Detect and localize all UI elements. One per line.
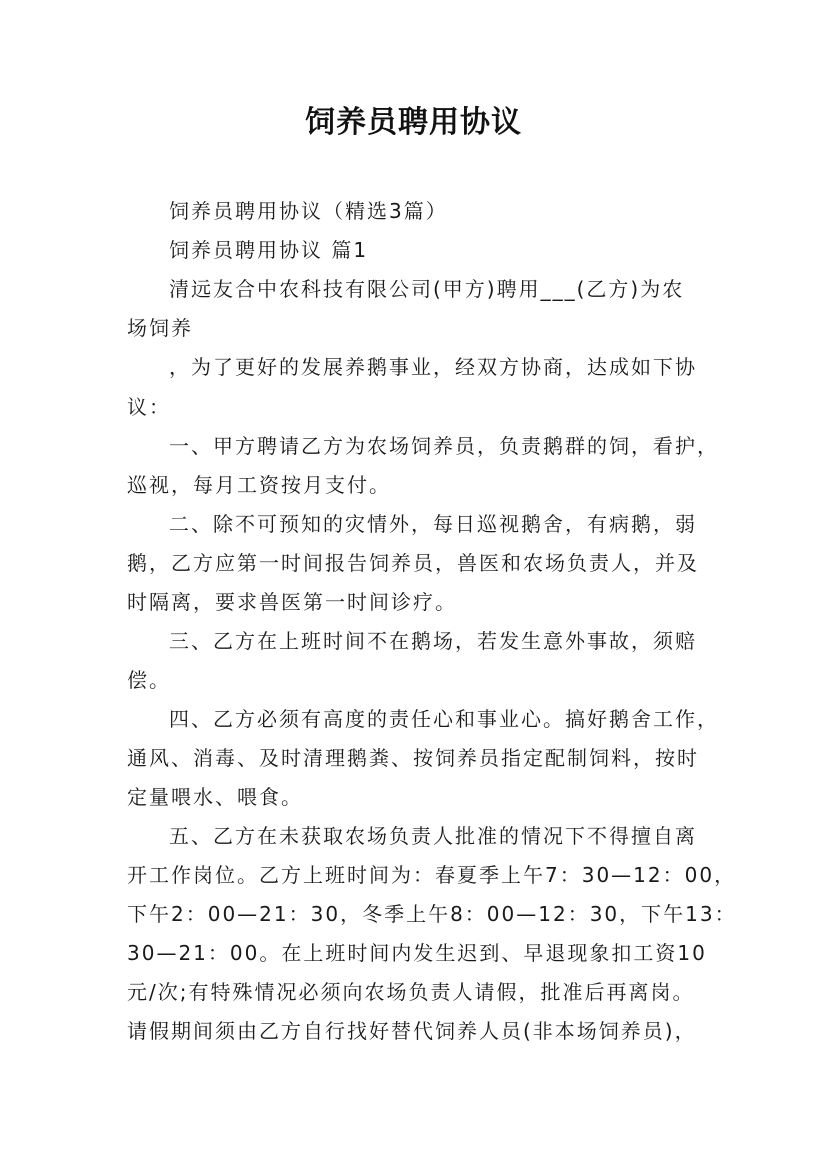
paragraph-line: 议：: [127, 395, 171, 419]
section-heading: 饲养员聘用协议 篇1: [169, 238, 369, 262]
paragraph-line: 四、乙方必须有高度的责任心和事业心。搞好鹅舍工作，: [169, 707, 719, 731]
paragraph-line: 30—21：00。在上班时间内发生迟到、早退现象扣工资10: [127, 941, 707, 965]
paragraph-line: 五、乙方在未获取农场负责人批准的情况下不得擅自离: [169, 824, 697, 848]
paragraph-line: 一、甲方聘请乙方为农场饲养员，负责鹅群的饲，看护，: [169, 434, 719, 458]
paragraph-line: 巡视，每月工资按月支付。: [127, 473, 391, 497]
paragraph-line: 开工作岗位。乙方上班时间为：春夏季上午7：30—12：00，: [127, 863, 737, 887]
paragraph-line: 通风、消毒、及时清理鹅粪、按饲养员指定配制饲料，按时: [127, 746, 699, 770]
paragraph-line: 元/次;有特殊情况必须向农场负责人请假，批准后再离岗。: [127, 980, 695, 1004]
paragraph-line: ，为了更好的发展养鹅事业，经双方协商，达成如下协: [169, 355, 697, 379]
paragraph-line: 清远友合中农科技有限公司(甲方)聘用___(乙方)为农: [169, 277, 685, 301]
paragraph-line: 鹅，乙方应第一时间报告饲养员，兽医和农场负责人，并及: [127, 551, 699, 575]
paragraph-line: 定量喂水、喂食。: [127, 785, 303, 809]
subtitle-line: 饲养员聘用协议（精选3篇）: [169, 199, 448, 223]
paragraph-line: 时隔离，要求兽医第一时间诊疗。: [127, 590, 457, 614]
paragraph-line: 下午2：00—21：30，冬季上午8：00—12：30，下午13：: [127, 902, 737, 926]
document-title: 饲养员聘用协议: [305, 105, 522, 140]
paragraph-line: 三、乙方在上班时间不在鹅场，若发生意外事故，须赔: [169, 629, 697, 653]
paragraph-line: 偿。: [127, 668, 171, 692]
paragraph-line: 场饲养: [127, 316, 193, 340]
paragraph-line: 请假期间须由乙方自行找好替代饲养人员(非本场饲养员)，: [127, 1019, 697, 1043]
paragraph-line: 二、除不可预知的灾情外，每日巡视鹅舍，有病鹅，弱: [169, 512, 697, 536]
